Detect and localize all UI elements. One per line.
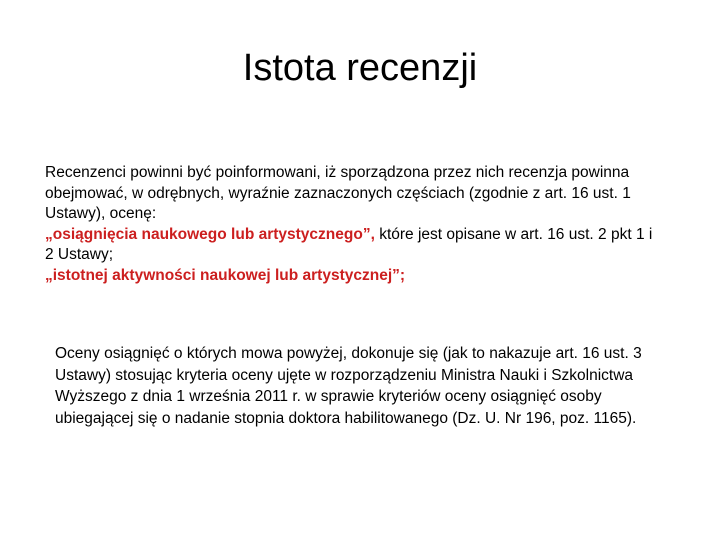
paragraph-line: Wyższego z dnia 1 września 2011 r. w sprawie kryteriów oceny osiągnięć osoby <box>55 388 602 405</box>
slide-title: Istota recenzji <box>242 47 478 89</box>
criterion-item-activity <box>45 266 685 287</box>
main-paragraph <box>45 163 685 286</box>
highlighted-term: „istotnej aktywności naukowej lub artystycznej”; <box>45 266 406 284</box>
paragraph-line: obejmować, w odrębnych, wyraźnie zaznaczonych częściach (zgodnie z art. 16 ust. 1 <box>45 184 631 202</box>
paragraph-line: Oceny osiągnięć o których mowa powyżej, dokonuje się (jak to nakazuje art. 16 ust. 3 <box>55 345 642 362</box>
highlighted-term: „osiągnięcia naukowego lub artystycznego”, <box>45 225 375 243</box>
paragraph-line: ubiegającej się o nadanie stopnia doktora habilitowanego (Dz. U. Nr 196, poz. 1165). <box>55 409 637 427</box>
criterion-description: które jest opisane w art. 16 ust. 2 pkt 1 i <box>374 225 653 243</box>
paragraph-line: Recenzenci powinni być poinformowani, iż sporządzona przez nich recenzja powinna <box>45 164 630 181</box>
paragraph-line: Ustawy) stosując kryteria oceny ujęte w rozporządzeniu Ministra Nauki i Szkolnictwa <box>55 366 634 384</box>
criterion-item-achievement <box>45 225 685 246</box>
paragraph-line: Ustawy), ocenę: <box>45 205 157 222</box>
paragraph-line: 2 Ustawy; <box>45 246 114 263</box>
evaluation-note-paragraph <box>55 343 695 429</box>
